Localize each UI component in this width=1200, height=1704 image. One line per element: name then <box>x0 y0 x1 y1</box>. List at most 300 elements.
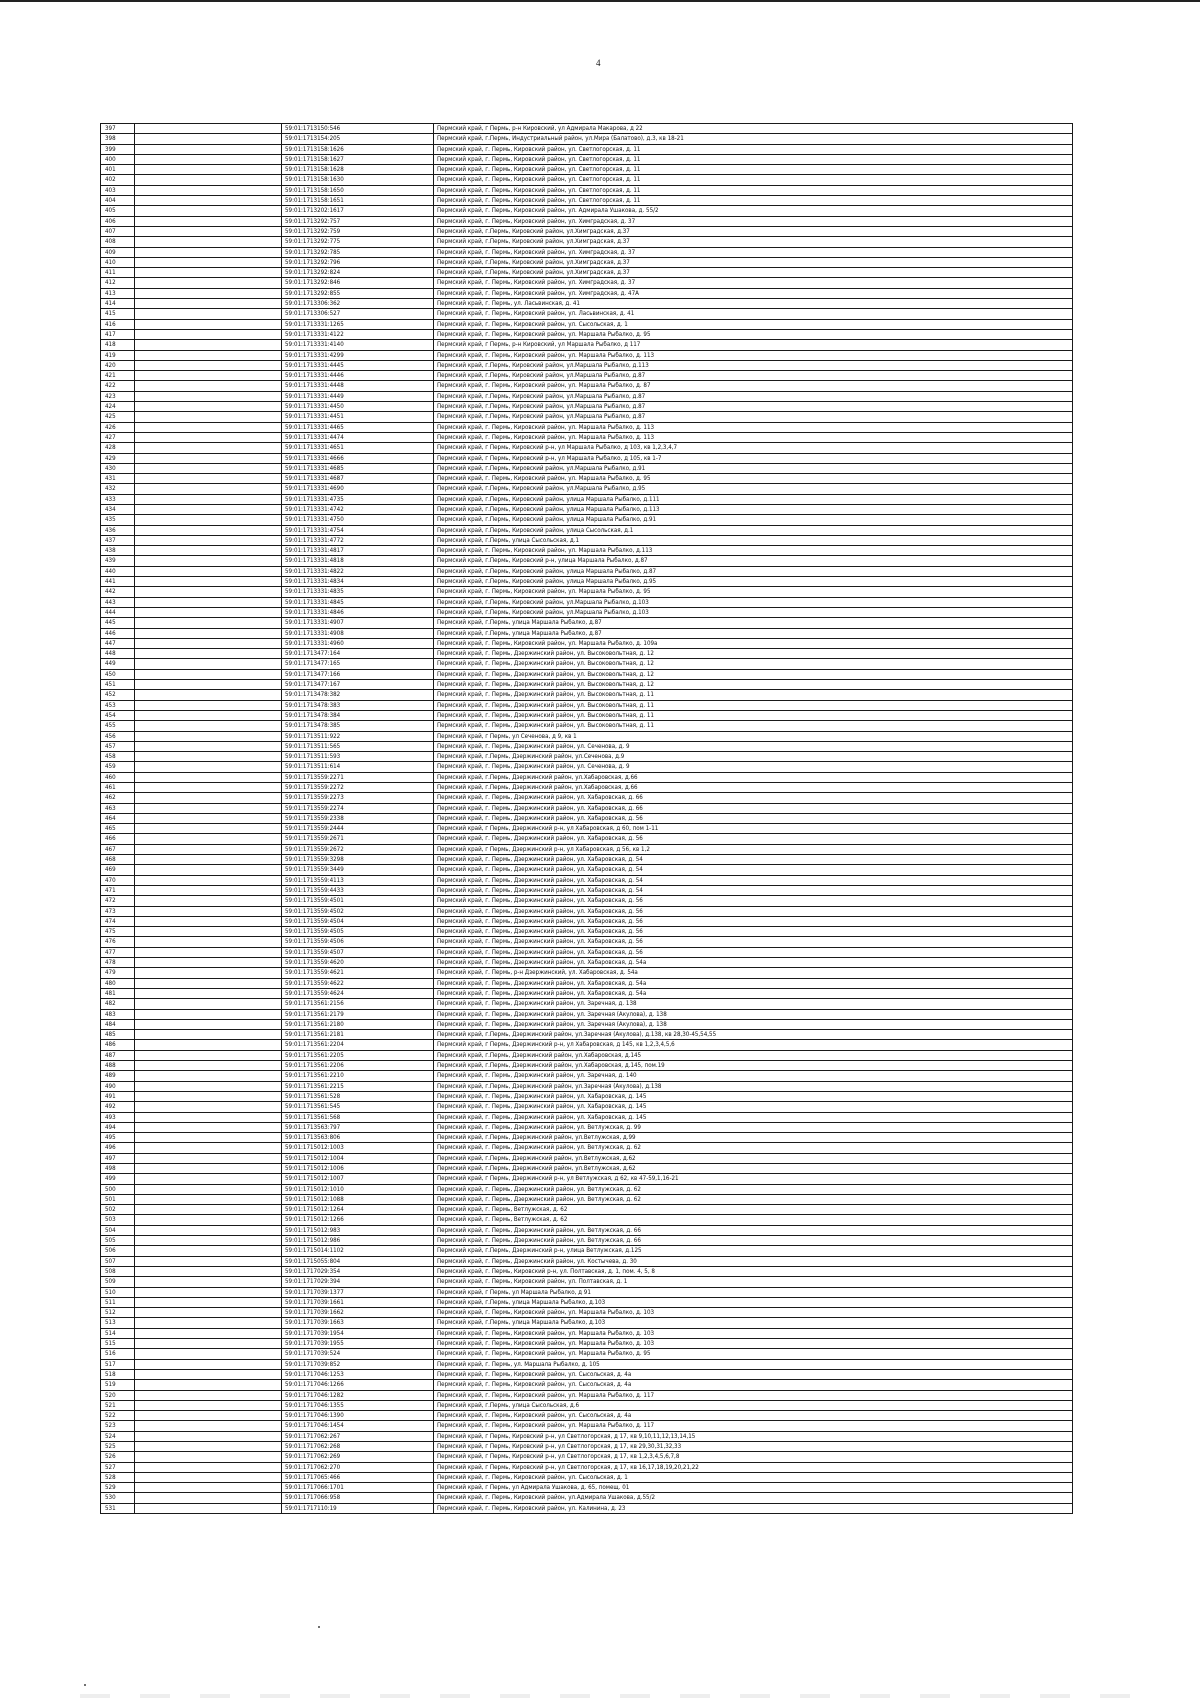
row-number: 488 <box>101 1061 135 1071</box>
blank-cell <box>135 299 282 309</box>
table-row <box>101 515 1073 525</box>
table-row <box>101 546 1073 556</box>
scan-speck <box>318 1626 320 1628</box>
table-row <box>101 906 1073 916</box>
table-row <box>101 1380 1073 1390</box>
table-row <box>101 216 1073 226</box>
row-number: 495 <box>101 1133 135 1143</box>
cadastral-number: 59:01:1713331:4960 <box>282 638 434 648</box>
blank-cell <box>135 1236 282 1246</box>
table-row <box>101 638 1073 648</box>
table-row <box>101 813 1073 823</box>
blank-cell <box>135 1277 282 1287</box>
table-row <box>101 1349 1073 1359</box>
cadastral-number: 59:01:1715012:1010 <box>282 1184 434 1194</box>
table-row <box>101 1339 1073 1349</box>
address: Пермский край, г. Пермь, Дзержинский район, ул. Хабаровская, д. 56 <box>434 947 1073 957</box>
cadastral-number: 59:01:1713331:4450 <box>282 402 434 412</box>
table-row <box>101 855 1073 865</box>
address: Пермский край, г. Пермь, Дзержинский район, ул. Хабаровская, д. 54 <box>434 885 1073 895</box>
row-number: 513 <box>101 1318 135 1328</box>
blank-cell <box>135 432 282 442</box>
address: Пермский край, г.Пермь, Кировский район, улица Маршала Рыбалко, д.113 <box>434 504 1073 514</box>
row-number: 510 <box>101 1287 135 1297</box>
cadastral-number: 59:01:1713331:4818 <box>282 556 434 566</box>
table-row <box>101 680 1073 690</box>
table-row <box>101 824 1073 834</box>
cadastral-number: 59:01:1713306:527 <box>282 309 434 319</box>
row-number: 516 <box>101 1349 135 1359</box>
row-number: 458 <box>101 752 135 762</box>
address: Пермский край, г Пермь, Дзержинский р-н, ул Хабаровская, д 60, пом 1-11 <box>434 824 1073 834</box>
cadastral-number: 59:01:1713331:4465 <box>282 422 434 432</box>
table-row <box>101 422 1073 432</box>
row-number: 439 <box>101 556 135 566</box>
table-row <box>101 463 1073 473</box>
table-row <box>101 1122 1073 1132</box>
address: Пермский край, г. Пермь, Дзержинский район, ул. Заречная, д. 138 <box>434 999 1073 1009</box>
address: Пермский край, г. Пермь, Кировский район, ул. Химградская, д. 37 <box>434 247 1073 257</box>
blank-cell <box>135 772 282 782</box>
cadastral-number: 59:01:1715012:1007 <box>282 1174 434 1184</box>
table-row <box>101 916 1073 926</box>
table-row <box>101 1174 1073 1184</box>
blank-cell <box>135 1081 282 1091</box>
address: Пермский край, г. Пермь, Дзержинский район, ул. Ветлужская, д. 62 <box>434 1194 1073 1204</box>
address: Пермский край, г Пермь, ул Адмирала Ушакова, д. 65, помещ. 01 <box>434 1483 1073 1493</box>
cadastral-number: 59:01:1713559:4502 <box>282 906 434 916</box>
cadastral-number: 59:01:1713477:165 <box>282 659 434 669</box>
cadastral-number: 59:01:1713158:1628 <box>282 165 434 175</box>
blank-cell <box>135 1102 282 1112</box>
address: Пермский край, г.Пермь, Кировский район, ул.Химградская, д.37 <box>434 237 1073 247</box>
cadastral-number: 59:01:1713331:4742 <box>282 504 434 514</box>
table-row <box>101 1287 1073 1297</box>
cadastral-number: 59:01:1713511:614 <box>282 762 434 772</box>
blank-cell <box>135 247 282 257</box>
cadastral-number: 59:01:1713292:846 <box>282 278 434 288</box>
row-number: 419 <box>101 350 135 360</box>
blank-cell <box>135 1030 282 1040</box>
table-row <box>101 1112 1073 1122</box>
address: Пермский край, г.Пермь, улица Сысольская, д.6 <box>434 1400 1073 1410</box>
address: Пермский край, г.Пермь, Дзержинский район, ул.Заречная (Акулова), д.138, кв 28,30-45,54,55 <box>434 1030 1073 1040</box>
table-row <box>101 566 1073 576</box>
blank-cell <box>135 597 282 607</box>
row-number: 499 <box>101 1174 135 1184</box>
row-number: 460 <box>101 772 135 782</box>
address: Пермский край, г.Пермь, Кировский район, ул.Маршала Рыбалко, д.87 <box>434 371 1073 381</box>
cadastral-number: 59:01:1715012:1264 <box>282 1205 434 1215</box>
blank-cell <box>135 1133 282 1143</box>
blank-cell <box>135 154 282 164</box>
cadastral-number: 59:01:1713331:4754 <box>282 525 434 535</box>
blank-cell <box>135 566 282 576</box>
blank-cell <box>135 1122 282 1132</box>
blank-cell <box>135 700 282 710</box>
address: Пермский край, г.Пермь, Дзержинский район, ул.Хабаровская, д.66 <box>434 783 1073 793</box>
cadastral-number: 59:01:1717046:1282 <box>282 1390 434 1400</box>
cadastral-number: 59:01:1715012:1003 <box>282 1143 434 1153</box>
table-row <box>101 1452 1073 1462</box>
address: Пермский край, г. Пермь, Дзержинский район, ул. Хабаровская, д. 54а <box>434 978 1073 988</box>
row-number: 528 <box>101 1472 135 1482</box>
row-number: 397 <box>101 124 135 134</box>
address: Пермский край, г. Пермь, Дзержинский район, ул. Костычева, д. 30 <box>434 1256 1073 1266</box>
blank-cell <box>135 1112 282 1122</box>
blank-cell <box>135 196 282 206</box>
blank-cell <box>135 484 282 494</box>
table-row <box>101 1431 1073 1441</box>
cadastral-number: 59:01:1713331:4451 <box>282 412 434 422</box>
table-row <box>101 865 1073 875</box>
row-number: 491 <box>101 1091 135 1101</box>
address: Пермский край, г. Пермь, Кировский район, ул. Химградская, д. 37 <box>434 216 1073 226</box>
address: Пермский край, г. Пермь, Дзержинский район, ул. Хабаровская, д. 145 <box>434 1102 1073 1112</box>
blank-cell <box>135 628 282 638</box>
row-number: 448 <box>101 649 135 659</box>
table-row <box>101 1215 1073 1225</box>
cadastral-number: 59:01:1713331:4122 <box>282 329 434 339</box>
row-number: 465 <box>101 824 135 834</box>
address: Пермский край, г.Пермь, Кировский район, ул.Маршала Рыбалко, д.91 <box>434 463 1073 473</box>
table-row <box>101 783 1073 793</box>
cadastral-number: 59:01:1715014:1102 <box>282 1246 434 1256</box>
address: Пермский край, г. Пермь, Кировский район, ул. Светлогорская, д. 11 <box>434 144 1073 154</box>
blank-cell <box>135 515 282 525</box>
blank-cell <box>135 906 282 916</box>
table-row <box>101 1061 1073 1071</box>
row-number: 503 <box>101 1215 135 1225</box>
cadastral-number: 59:01:1713292:796 <box>282 257 434 267</box>
row-number: 444 <box>101 607 135 617</box>
row-number: 469 <box>101 865 135 875</box>
row-number: 467 <box>101 844 135 854</box>
table-row <box>101 752 1073 762</box>
cadastral-number: 59:01:1717039:1663 <box>282 1318 434 1328</box>
blank-cell <box>135 1380 282 1390</box>
address: Пермский край, г.Пермь, Кировский район, ул.Маршала Рыбалко, д.87 <box>434 402 1073 412</box>
table-row <box>101 1328 1073 1338</box>
address: Пермский край, г Пермь, Кировский р-н, ул Светлогорская, д 17, кв 9,10,11,12,13,14,15 <box>434 1431 1073 1441</box>
address: Пермский край, г Пермь, Кировский р-н, ул Маршала Рыбалко, д 103, кв 1,2,3,4,7 <box>434 443 1073 453</box>
blank-cell <box>135 391 282 401</box>
address: Пермский край, г. Пермь, Кировский район, ул. Полтавская, д. 1 <box>434 1277 1073 1287</box>
address: Пермский край, г. Пермь, Дзержинский район, ул. Хабаровская, д. 66 <box>434 793 1073 803</box>
blank-cell <box>135 875 282 885</box>
address: Пермский край, г. Пермь, Дзержинский район, ул. Хабаровская, д. 56 <box>434 927 1073 937</box>
table-row <box>101 1503 1073 1513</box>
address: Пермский край, г. Пермь, Кировский район, ул. Маршала Рыбалко, д. 117 <box>434 1421 1073 1431</box>
table-row <box>101 144 1073 154</box>
row-number: 416 <box>101 319 135 329</box>
row-number: 412 <box>101 278 135 288</box>
table-row <box>101 443 1073 453</box>
cadastral-number: 59:01:1713563:806 <box>282 1133 434 1143</box>
row-number: 442 <box>101 587 135 597</box>
address: Пермский край, г.Пермь, Кировский район, ул.Маршала Рыбалко, д.103 <box>434 607 1073 617</box>
address: Пермский край, г. Пермь, Дзержинский район, ул. Ветлужская, д. 62 <box>434 1143 1073 1153</box>
table-row <box>101 226 1073 236</box>
cadastral-number: 59:01:1715012:1004 <box>282 1153 434 1163</box>
blank-cell <box>135 175 282 185</box>
row-number: 432 <box>101 484 135 494</box>
table-row <box>101 1369 1073 1379</box>
row-number: 494 <box>101 1122 135 1132</box>
table-row <box>101 927 1073 937</box>
address: Пермский край, г. Пермь, Кировский район, ул. Маршала Рыбалко, д. 95 <box>434 474 1073 484</box>
blank-cell <box>135 824 282 834</box>
table-row <box>101 453 1073 463</box>
address: Пермский край, г. Пермь, Кировский район, ул. Светлогорская, д. 11 <box>434 175 1073 185</box>
row-number: 410 <box>101 257 135 267</box>
row-number: 478 <box>101 958 135 968</box>
table-row <box>101 1225 1073 1235</box>
address: Пермский край, г Пермь, р-н Кировский, ул Маршала Рыбалко, д 117 <box>434 340 1073 350</box>
table-row <box>101 1421 1073 1431</box>
row-number: 426 <box>101 422 135 432</box>
address: Пермский край, г. Пермь, Дзержинский район, ул. Ветлужская, д. 66 <box>434 1236 1073 1246</box>
table-row <box>101 772 1073 782</box>
row-number: 456 <box>101 731 135 741</box>
blank-cell <box>135 1050 282 1060</box>
blank-cell <box>135 381 282 391</box>
table-row <box>101 350 1073 360</box>
table-row <box>101 1318 1073 1328</box>
cadastral-number: 59:01:1713478:384 <box>282 710 434 720</box>
table-row <box>101 1030 1073 1040</box>
table-row <box>101 1163 1073 1173</box>
address: Пермский край, г Пермь, р-н Кировский, ул Адмирала Макарова, д 22 <box>434 124 1073 134</box>
row-number: 497 <box>101 1153 135 1163</box>
blank-cell <box>135 618 282 628</box>
address: Пермский край, г. Пермь, Ветлужская, д. 62 <box>434 1215 1073 1225</box>
cadastral-number: 59:01:1713331:4834 <box>282 577 434 587</box>
address: Пермский край, г. Пермь, Кировский район, ул. Химградская, д. 37 <box>434 278 1073 288</box>
row-number: 398 <box>101 134 135 144</box>
table-row <box>101 999 1073 1009</box>
address: Пермский край, г.Пермь, Дзержинский район, ул.Заречная (Акулова), д.138 <box>434 1081 1073 1091</box>
blank-cell <box>135 1009 282 1019</box>
address: Пермский край, г. Пермь, Кировский район, ул. Маршала Рыбалко, д. 103 <box>434 1308 1073 1318</box>
row-number: 425 <box>101 412 135 422</box>
address: Пермский край, г. Пермь, Кировский район, ул. Сысольская, д. 4а <box>434 1380 1073 1390</box>
address: Пермский край, г.Пермь, Кировский район, улица Маршала Рыбалко, д.91 <box>434 515 1073 525</box>
address: Пермский край, г. Пермь, Кировский район, ул. Маршала Рыбалко, д. 113 <box>434 432 1073 442</box>
row-number: 459 <box>101 762 135 772</box>
cadastral-number: 59:01:1717062:270 <box>282 1462 434 1472</box>
row-number: 489 <box>101 1071 135 1081</box>
address: Пермский край, г. Пермь, Дзержинский район, ул. Высоковольтная, д. 11 <box>434 690 1073 700</box>
cadastral-number: 59:01:1717039:1662 <box>282 1308 434 1318</box>
cadastral-number: 59:01:1713331:4907 <box>282 618 434 628</box>
address: Пермский край, г. Пермь, Дзержинский район, ул. Хабаровская, д. 56 <box>434 937 1073 947</box>
table-row <box>101 154 1073 164</box>
cadastral-number: 59:01:1713561:2205 <box>282 1050 434 1060</box>
row-number: 435 <box>101 515 135 525</box>
row-number: 462 <box>101 793 135 803</box>
blank-cell <box>135 1163 282 1173</box>
cadastral-number: 59:01:1713559:4113 <box>282 875 434 885</box>
blank-cell <box>135 134 282 144</box>
row-number: 484 <box>101 1019 135 1029</box>
table-row <box>101 1050 1073 1060</box>
cadastral-number: 59:01:1713559:4622 <box>282 978 434 988</box>
blank-cell <box>135 1153 282 1163</box>
blank-cell <box>135 319 282 329</box>
address: Пермский край, г. Пермь, Дзержинский район, ул. Хабаровская, д. 56 <box>434 916 1073 926</box>
cadastral-number: 59:01:1713331:4772 <box>282 535 434 545</box>
table-row <box>101 988 1073 998</box>
table-row <box>101 577 1073 587</box>
table-row <box>101 587 1073 597</box>
cadastral-number: 59:01:1717062:269 <box>282 1452 434 1462</box>
row-number: 436 <box>101 525 135 535</box>
blank-cell <box>135 1174 282 1184</box>
cadastral-number: 59:01:1713331:4445 <box>282 360 434 370</box>
table-row <box>101 175 1073 185</box>
table-row <box>101 1359 1073 1369</box>
table-row <box>101 762 1073 772</box>
address: Пермский край, г. Пермь, Дзержинский район, ул. Заречная, д. 140 <box>434 1071 1073 1081</box>
row-number: 461 <box>101 783 135 793</box>
row-number: 401 <box>101 165 135 175</box>
address: Пермский край, г. Пермь, Дзержинский район, ул. Хабаровская, д. 56 <box>434 834 1073 844</box>
table-row <box>101 556 1073 566</box>
row-number: 527 <box>101 1462 135 1472</box>
blank-cell <box>135 865 282 875</box>
blank-cell <box>135 916 282 926</box>
table-row <box>101 1009 1073 1019</box>
blank-cell <box>135 999 282 1009</box>
address: Пермский край, г.Пермь, Кировский район, ул.Маршала Рыбалко, д.113 <box>434 360 1073 370</box>
blank-cell <box>135 350 282 360</box>
row-number: 505 <box>101 1236 135 1246</box>
address: Пермский край, г.Пермь, улица Маршала Рыбалко, д.87 <box>434 618 1073 628</box>
blank-cell <box>135 988 282 998</box>
address: Пермский край, г. Пермь, ул. Маршала Рыбалко, д. 105 <box>434 1359 1073 1369</box>
address: Пермский край, г. Пермь, Кировский район, ул. Маршала Рыбалко, д. 95 <box>434 329 1073 339</box>
blank-cell <box>135 834 282 844</box>
address: Пермский край, г.Пермь, Дзержинский район, ул.Хабаровская, д.145 <box>434 1050 1073 1060</box>
address: Пермский край, г. Пермь, Дзержинский район, ул. Хабаровская, д. 54 <box>434 875 1073 885</box>
address: Пермский край, г. Пермь, Кировский район, ул. Сысольская, д. 1 <box>434 319 1073 329</box>
cadastral-number: 59:01:1717029:394 <box>282 1277 434 1287</box>
row-number: 400 <box>101 154 135 164</box>
address: Пермский край, г. Пермь, Дзержинский район, ул. Ветлужская, д. 66 <box>434 1225 1073 1235</box>
row-number: 515 <box>101 1339 135 1349</box>
cadastral-number: 59:01:1713559:4624 <box>282 988 434 998</box>
cadastral-number: 59:01:1713158:1630 <box>282 175 434 185</box>
table-row <box>101 237 1073 247</box>
blank-cell <box>135 453 282 463</box>
cadastral-number: 59:01:1713559:2338 <box>282 813 434 823</box>
row-number: 453 <box>101 700 135 710</box>
blank-cell <box>135 793 282 803</box>
blank-cell <box>135 443 282 453</box>
address: Пермский край, г.Пермь, Индустриальный район, ул.Мира (Балатово), д.3, кв 18-21 <box>434 134 1073 144</box>
table-row <box>101 1184 1073 1194</box>
address: Пермский край, г.Пермь, Дзержинский район, ул.Хабаровская, д.145, пом.19 <box>434 1061 1073 1071</box>
table-row <box>101 185 1073 195</box>
address: Пермский край, г.Пермь, улица Маршала Рыбалко, д.87 <box>434 628 1073 638</box>
cadastral-number: 59:01:1713158:1651 <box>282 196 434 206</box>
address: Пермский край, г.Пермь, улица Маршала Рыбалко, д.103 <box>434 1297 1073 1307</box>
cadastral-number: 59:01:1713561:2210 <box>282 1071 434 1081</box>
table-row <box>101 268 1073 278</box>
address: Пермский край, г. Пермь, Кировский район, ул. Сысольская, д. 1 <box>434 1472 1073 1482</box>
cadastral-number: 59:01:1713559:2672 <box>282 844 434 854</box>
cadastral-number: 59:01:1713561:2215 <box>282 1081 434 1091</box>
address: Пермский край, г.Пермь, Дзержинский район, ул.Сеченова, д.9 <box>434 752 1073 762</box>
row-number: 504 <box>101 1225 135 1235</box>
row-number: 433 <box>101 494 135 504</box>
cadastral-number: 59:01:1713559:3298 <box>282 855 434 865</box>
address: Пермский край, г.Пермь, Кировский район, улица Маршала Рыбалко, д.87 <box>434 566 1073 576</box>
blank-cell <box>135 124 282 134</box>
row-number: 445 <box>101 618 135 628</box>
table-row <box>101 412 1073 422</box>
blank-cell <box>135 1225 282 1235</box>
cadastral-number: 59:01:1713331:4685 <box>282 463 434 473</box>
blank-cell <box>135 226 282 236</box>
address: Пермский край, г. Пермь, Дзержинский район, ул. Хабаровская, д. 145 <box>434 1091 1073 1101</box>
row-number: 411 <box>101 268 135 278</box>
address: Пермский край, г. Пермь, Кировский район, ул. Маршала Рыбалко, д. 117 <box>434 1390 1073 1400</box>
page-number: 4 <box>596 58 601 68</box>
table-row <box>101 535 1073 545</box>
blank-cell <box>135 268 282 278</box>
blank-cell <box>135 278 282 288</box>
row-number: 490 <box>101 1081 135 1091</box>
blank-cell <box>135 1349 282 1359</box>
row-number: 481 <box>101 988 135 998</box>
cadastral-number: 59:01:1717046:1454 <box>282 1421 434 1431</box>
row-number: 407 <box>101 226 135 236</box>
blank-cell <box>135 844 282 854</box>
cadastral-number: 59:01:1715012:1088 <box>282 1194 434 1204</box>
blank-cell <box>135 1019 282 1029</box>
blank-cell <box>135 1194 282 1204</box>
cadastral-number: 59:01:1713331:4750 <box>282 515 434 525</box>
table-row <box>101 1308 1073 1318</box>
address: Пермский край, г.Пермь, Кировский район, ул.Маршала Рыбалко, д.87 <box>434 391 1073 401</box>
cadastral-number: 59:01:1713559:4501 <box>282 896 434 906</box>
blank-cell <box>135 1421 282 1431</box>
row-number: 402 <box>101 175 135 185</box>
table-row <box>101 1256 1073 1266</box>
address: Пермский край, г. Пермь, Дзержинский район, ул. Высоковольтная, д. 12 <box>434 669 1073 679</box>
blank-cell <box>135 371 282 381</box>
table-row <box>101 1277 1073 1287</box>
address: Пермский край, г. Пермь, Кировский район, ул. Маршала Рыбалко, д. 113 <box>434 422 1073 432</box>
address: Пермский край, г. Пермь, Дзержинский район, ул. Хабаровская, д. 66 <box>434 803 1073 813</box>
scan-speck <box>84 1684 86 1686</box>
cadastral-number: 59:01:1713331:4817 <box>282 546 434 556</box>
table-row <box>101 1390 1073 1400</box>
table-row <box>101 165 1073 175</box>
cadastral-number: 59:01:1713559:2272 <box>282 783 434 793</box>
row-number: 520 <box>101 1390 135 1400</box>
table-row <box>101 803 1073 813</box>
cadastral-number: 59:01:1713331:4835 <box>282 587 434 597</box>
cadastral-number: 59:01:1713331:4449 <box>282 391 434 401</box>
table-row <box>101 474 1073 484</box>
cadastral-number: 59:01:1717029:354 <box>282 1266 434 1276</box>
blank-cell <box>135 947 282 957</box>
blank-cell <box>135 1339 282 1349</box>
cadastral-number: 59:01:1713292:824 <box>282 268 434 278</box>
